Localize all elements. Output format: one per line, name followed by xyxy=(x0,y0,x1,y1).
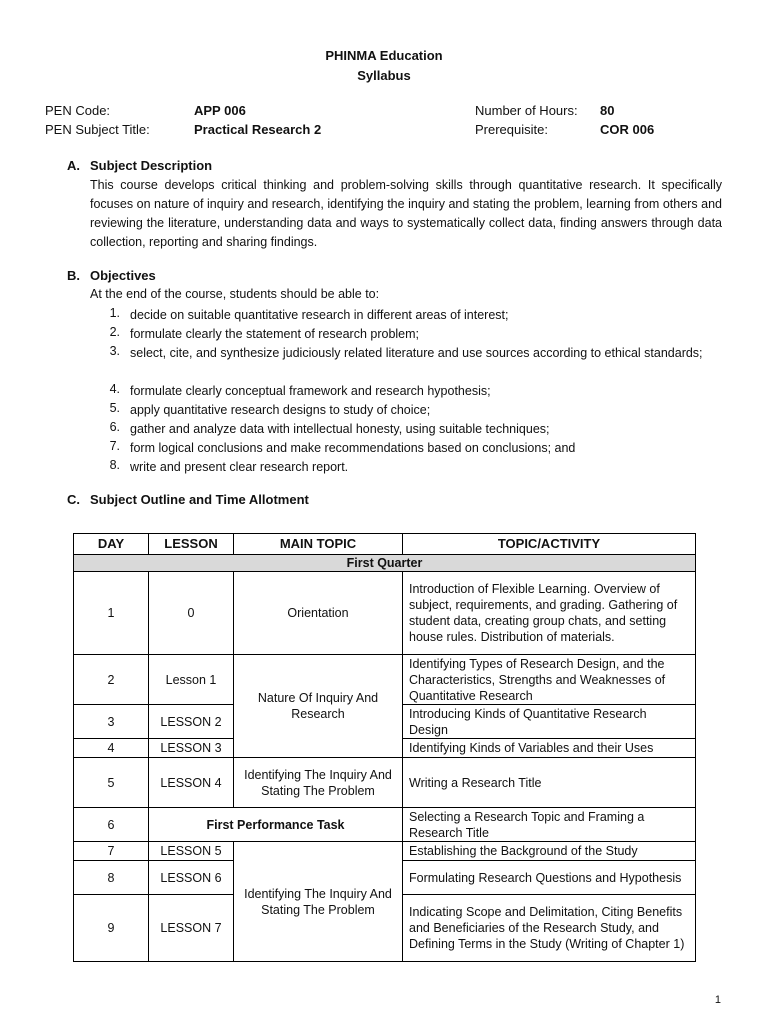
pen-title-value: Practical Research 2 xyxy=(194,122,322,137)
section-c-letter: C. xyxy=(67,492,80,507)
objective-number: 8. xyxy=(109,458,120,472)
quarter-label: First Quarter xyxy=(74,555,696,572)
lesson-cell: LESSON 6 xyxy=(149,861,234,895)
hours-value: 80 xyxy=(600,103,615,118)
table-row xyxy=(74,655,696,705)
lesson-cell: LESSON 7 xyxy=(149,895,234,962)
day-cell: 5 xyxy=(74,758,149,808)
quarter-row xyxy=(74,555,696,572)
header-day: DAY xyxy=(74,534,149,555)
hours-label: Number of Hours: xyxy=(475,103,578,118)
objective-text: form logical conclusions and make recommendations based on conclusions; and xyxy=(130,441,576,455)
objective-number: 6. xyxy=(109,420,120,434)
section-c-heading: Subject Outline and Time Allotment xyxy=(90,492,309,507)
day-cell: 2 xyxy=(74,655,149,705)
section-b-heading: Objectives xyxy=(90,268,156,283)
activity-cell: Establishing the Background of the Study xyxy=(403,842,696,861)
activity-cell: Identifying Types of Research Design, and the Characteristics, Strengths and Weaknesses of Quantitative Research xyxy=(403,655,696,705)
table-header-row xyxy=(74,534,696,555)
document-type-title: Syllabus xyxy=(357,68,411,83)
objective-text: formulate clearly conceptual framework and research hypothesis; xyxy=(130,384,491,398)
objective-number: 3. xyxy=(109,344,120,358)
objective-number: 2. xyxy=(109,325,120,339)
lesson-cell: LESSON 5 xyxy=(149,842,234,861)
lesson-cell: Lesson 1 xyxy=(149,655,234,705)
objective-text: formulate clearly the statement of research problem; xyxy=(130,327,420,341)
header-main-topic: MAIN TOPIC xyxy=(234,534,403,555)
pen-code-label: PEN Code: xyxy=(45,103,111,118)
day-cell: 8 xyxy=(74,861,149,895)
day-cell: 4 xyxy=(74,739,149,758)
main-topic-cell: Identifying The Inquiry And Stating The Problem xyxy=(234,758,403,808)
main-topic-cell: Identifying The Inquiry And Stating The Problem xyxy=(234,842,403,962)
objective-number: 7. xyxy=(109,439,120,453)
day-cell: 3 xyxy=(74,705,149,739)
page-number: 1 xyxy=(714,994,721,1006)
section-a-heading: Subject Description xyxy=(90,158,213,173)
activity-cell: Indicating Scope and Delimitation, Citing Benefits and Beneficiaries of the Research Study, and Defining Terms in the Study (Writing of Chapter 1) xyxy=(403,895,696,962)
activity-cell: Identifying Kinds of Variables and their Uses xyxy=(403,739,696,758)
lesson-cell: LESSON 3 xyxy=(149,739,234,758)
objective-text: write and present clear research report. xyxy=(130,460,349,474)
pen-code-value: APP 006 xyxy=(194,103,246,118)
objective-text: gather and analyze data with intellectual honesty, using suitable techniques; xyxy=(130,422,550,436)
header-topic-activity: TOPIC/ACTIVITY xyxy=(403,534,696,555)
performance-task-cell: First Performance Task xyxy=(149,808,403,842)
activity-cell: Formulating Research Questions and Hypothesis xyxy=(403,861,696,895)
lesson-cell: LESSON 2 xyxy=(149,705,234,739)
activity-cell: Selecting a Research Topic and Framing a Research Title xyxy=(403,808,696,842)
activity-cell: Introducing Kinds of Quantitative Research Design xyxy=(403,705,696,739)
table-row xyxy=(74,808,696,842)
main-topic-cell: Nature Of Inquiry And Research xyxy=(234,655,403,758)
objective-text: apply quantitative research designs to study of choice; xyxy=(130,403,431,417)
day-cell: 1 xyxy=(74,572,149,655)
prereq-value: COR 006 xyxy=(600,122,655,137)
objective-number: 4. xyxy=(109,382,120,396)
objective-number: 1. xyxy=(109,306,120,320)
day-cell: 9 xyxy=(74,895,149,962)
objectives-intro: At the end of the course, students should be able to: xyxy=(90,287,380,301)
activity-cell: Writing a Research Title xyxy=(403,758,696,808)
objective-text: select, cite, and synthesize judiciously related literature and use sources according to ethical standards; xyxy=(130,346,703,360)
table-row xyxy=(74,572,696,655)
section-a-body: This course develops critical thinking and problem-solving skills through quantitative research. It specifically focuses on nature of inquiry and research, identifying the inquiry and stating the problem, learning from others and reviewing the literature, understanding data and ways to systematically collect data, finding answers through data collection, reporting and sharing findings. xyxy=(90,178,722,249)
lesson-cell: LESSON 4 xyxy=(149,758,234,808)
table-row xyxy=(74,758,696,808)
section-a-letter: A. xyxy=(67,158,80,173)
pen-title-label: PEN Subject Title: xyxy=(45,122,150,137)
objective-text: decide on suitable quantitative research in different areas of interest; xyxy=(130,308,509,322)
lesson-cell: 0 xyxy=(149,572,234,655)
day-cell: 6 xyxy=(74,808,149,842)
main-topic-cell: Orientation xyxy=(234,572,403,655)
day-cell: 7 xyxy=(74,842,149,861)
outline-table xyxy=(73,533,696,962)
activity-cell: Introduction of Flexible Learning. Overview of subject, requirements, and grading. Gathering of student data, creating group chats, and setting house rules. Distribution of materials. xyxy=(403,572,696,655)
document-org-title: PHINMA Education xyxy=(325,48,443,63)
prereq-label: Prerequisite: xyxy=(475,122,548,137)
table-row xyxy=(74,842,696,861)
header-lesson: LESSON xyxy=(149,534,234,555)
section-b-letter: B. xyxy=(67,268,80,283)
objective-number: 5. xyxy=(109,401,120,415)
